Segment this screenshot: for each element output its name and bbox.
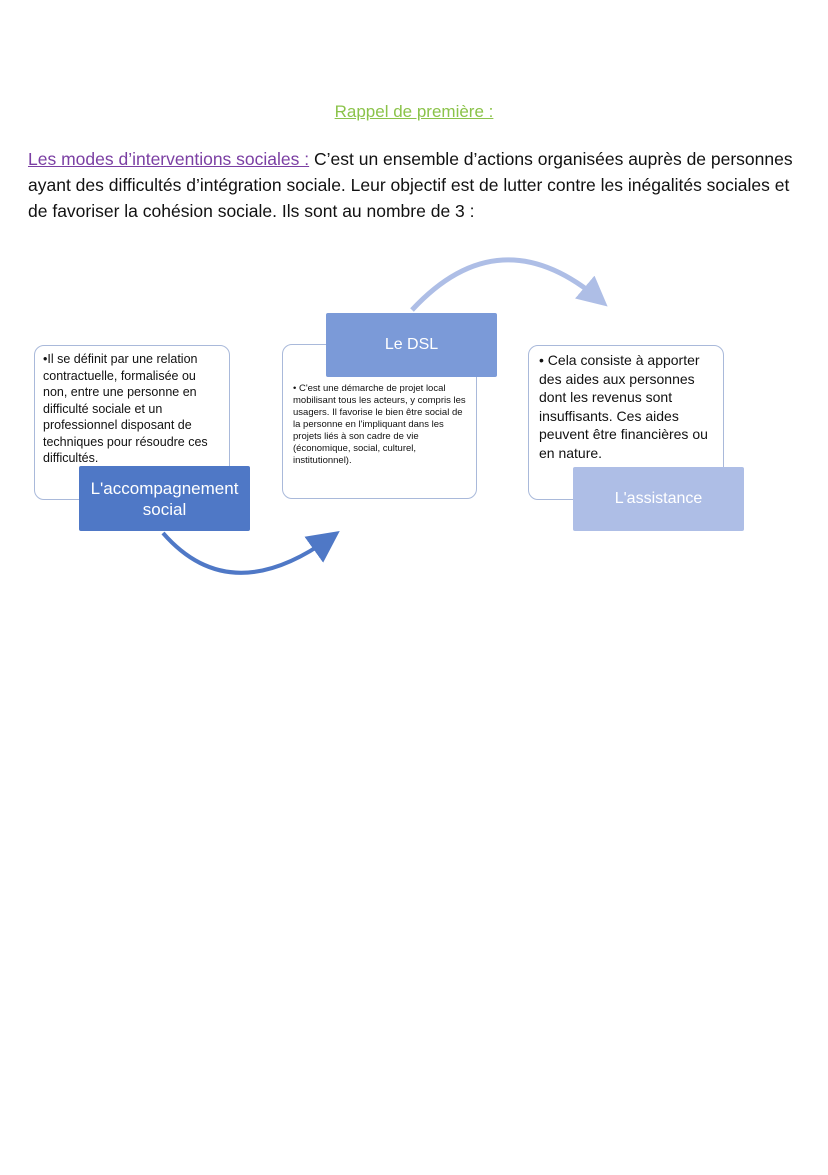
arrow-lower [163,533,330,573]
label-dsl: Le DSL [326,313,497,377]
label-assistance: L'assistance [573,467,744,531]
item-text: C'est une démarche de projet local mobilisant tous les acteurs, y compris les usagers. Il favorise le bien être social de la personne en l'impliquant dans les projets liés à son cadre de vie (économique, social, culturel, institutionnel). [293,383,466,466]
intro-term: Les modes d’interventions sociales : [28,149,310,169]
label-accompagnement-social: L'accompagnement social [79,466,250,531]
intro-text: C’est un ensemble d’actions organisées auprès de personnes ayant des difficultés d’intégration sociale. Leur objectif est de lutter contre les inégalités sociales et de favoriser la cohésion sociale. Ils sont au nombre de 3 : [28,149,793,221]
page-title: Rappel de première : [334,102,494,121]
bullet-icon: • [43,352,48,366]
item-text: Cela consiste à apporter des aides aux personnes dont les revenus sont insuffisants. Ces aides peuvent être financières ou en nature. [539,352,708,461]
item-text: Il se définit par une relation contractuelle, formalisée ou non, entre une personne en difficulté sociale et un professionnel disposant de techniques pour résoudre ces difficultés. [43,352,208,465]
bullet-icon: • [293,383,297,394]
arrow-upper [412,260,600,310]
bullet-icon: • [539,352,544,368]
